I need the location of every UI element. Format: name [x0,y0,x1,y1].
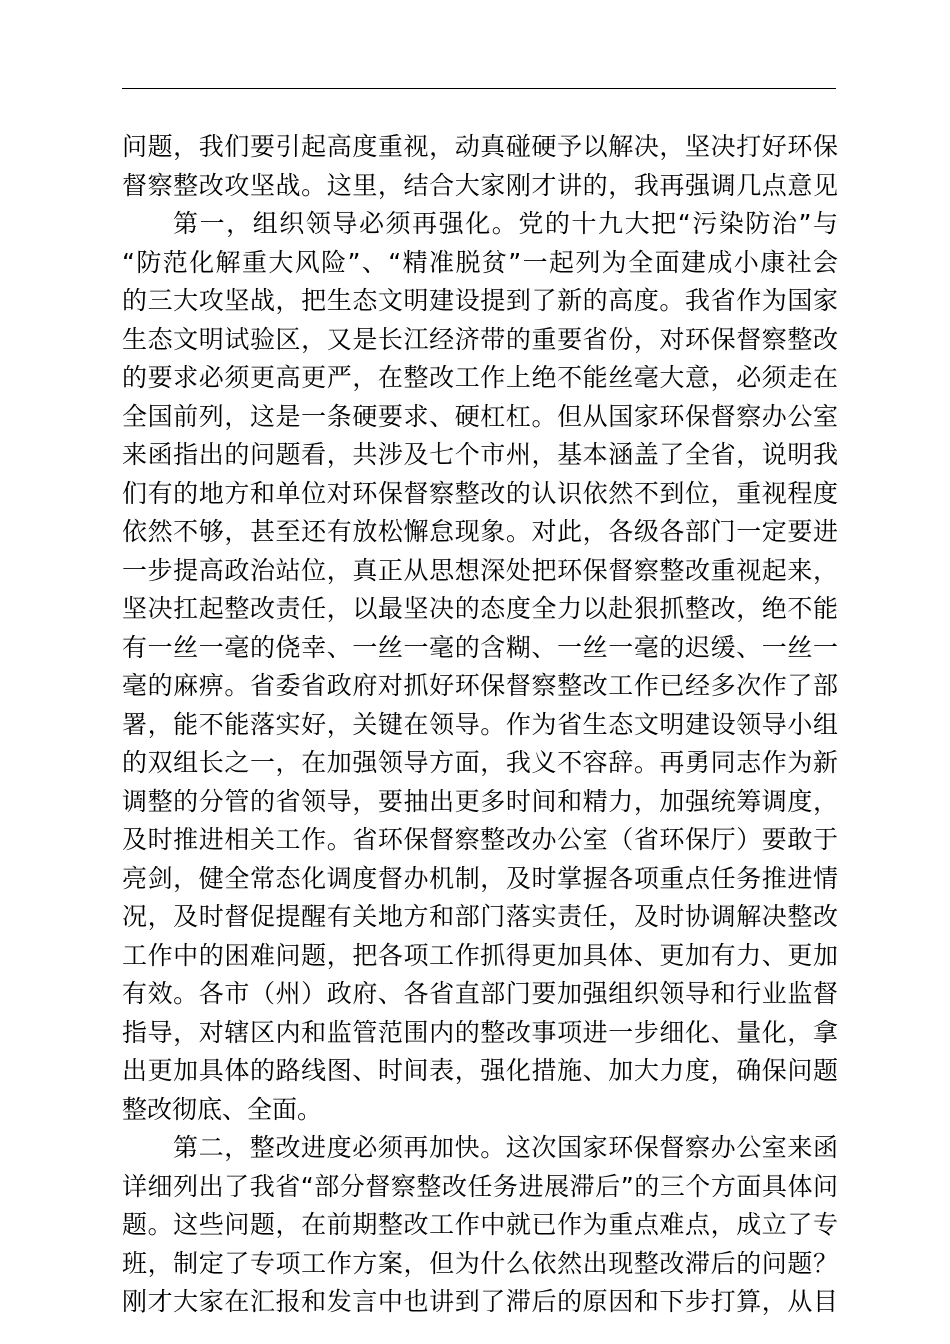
text-line: 况，及时督促提醒有关地方和部门落实责任，及时协调解决整改 [122,902,838,931]
text-line: 班，制定了专项工作方案，但为什么依然出现整改滞后的问题？ [122,1248,838,1278]
text-line: 们有的地方和单位对环保督察整改的认识依然不到位，重视程度 [122,478,838,508]
text-line: 亮剑，健全常态化调度督办机制，及时掌握各项重点任务推进情 [122,863,838,893]
text-line: 题。这些问题，在前期整改工作中就已作为重点难点，成立了专 [122,1210,838,1239]
text-line: 有效。各市（州）政府、各省直部门要加强组织领导和行业监督 [122,979,838,1008]
text-line: 详细列出了我省“部分督察整改任务进展滞后”的三个方面具体问 [122,1171,838,1201]
text-line: 一步提高政治站位，真正从思想深处把环保督察整改重视起来， [122,555,838,585]
text-line: 全国前列，这是一条硬要求、硬杠杠。但从国家环保督察办公室 [122,401,838,431]
text-line: 指导，对辖区内和监管范围内的整改事项进一步细化、量化，拿 [122,1017,838,1047]
text-line: 第一，组织领导必须再强化。党的十九大把“污染防治”与 [173,209,838,238]
text-line: 生态文明试验区，又是长江经济带的重要省份，对环保督察整改 [122,324,838,354]
text-line: 调整的分管的省领导，要抽出更多时间和精力，加强统筹调度， [122,786,838,816]
text-line: 工作中的困难问题，把各项工作抓得更加具体、更加有力、更加 [122,940,838,970]
text-line: 刚才大家在汇报和发言中也讲到了滞后的原因和下步打算，从目 [122,1287,838,1316]
text-line: 有一丝一毫的侥幸、一丝一毫的含糊、一丝一毫的迟缓、一丝一 [122,632,838,662]
text-line: 督察整改攻坚战。这里，结合大家刚才讲的，我再强调几点意见 [122,170,838,200]
text-line: 署，能不能落实好，关键在领导。作为省生态文明建设领导小组 [122,709,838,739]
text-line: 坚决扛起整改责任，以最坚决的态度全力以赴狠抓整改，绝不能 [122,594,838,623]
text-line: 问题，我们要引起高度重视，动真碰硬予以解决，坚决打好环保 [122,132,838,161]
text-line: 第二，整改进度必须再加快。这次国家环保督察办公室来函 [173,1133,838,1162]
text-line: 毫的麻痹。省委省政府对抓好环保督察整改工作已经多次作了部 [122,671,838,700]
header-rule [122,88,836,89]
text-line: “防范化解重大风险”、“精准脱贫”一起列为全面建成小康社会 [122,247,838,277]
text-line: 的要求必须更高更严，在整改工作上绝不能丝毫大意，必须走在 [122,363,838,392]
text-line: 的双组长之一，在加强领导方面，我义不容辞。再勇同志作为新 [122,748,838,777]
text-line: 的三大攻坚战，把生态文明建设提到了新的高度。我省作为国家 [122,286,838,315]
text-line: 整改彻底、全面。 [122,1094,323,1124]
text-line: 依然不够，甚至还有放松懈怠现象。对此，各级各部门一定要进 [122,517,838,546]
body-text [122,128,838,1322]
text-line: 及时推进相关工作。省环保督察整改办公室（省环保厅）要敢于 [122,825,838,854]
text-line: 来函指出的问题看，共涉及七个市州，基本涵盖了全省，说明我 [122,440,838,469]
text-line: 出更加具体的路线图、时间表，强化措施、加大力度，确保问题 [122,1056,838,1085]
